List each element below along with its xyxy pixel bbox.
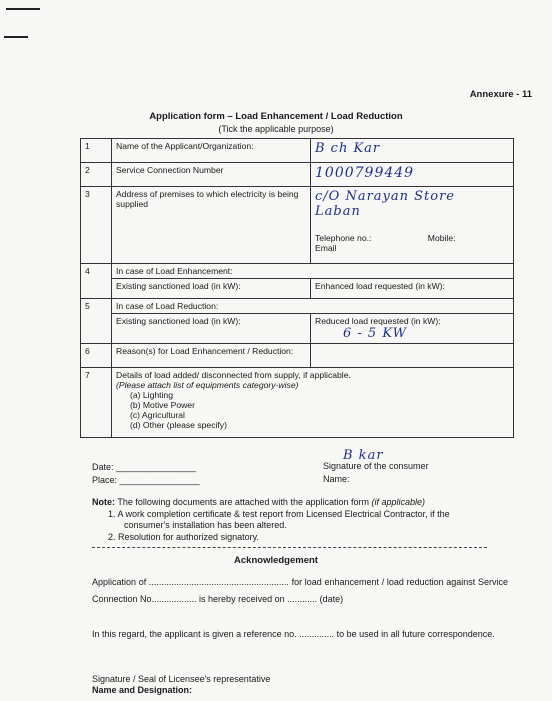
row-number: 7	[81, 368, 112, 438]
row-service-connection	[81, 163, 514, 187]
category-other: (d) Other (please specify)	[130, 420, 227, 430]
service-connection-field[interactable]	[311, 163, 514, 187]
contact-line	[315, 233, 509, 243]
category-motive-power: (b) Motive Power	[130, 400, 195, 410]
row-number: 3	[81, 187, 112, 264]
note-item-2: 2. Resolution for authorized signatory.	[108, 532, 259, 542]
row-number: 2	[81, 163, 112, 187]
place-field[interactable]: Place: ________________	[92, 475, 200, 485]
load-details-field[interactable]	[112, 368, 514, 438]
row-number: 6	[81, 344, 112, 368]
row-load-enhancement	[81, 264, 514, 279]
reduced-load-field[interactable]	[311, 314, 514, 344]
form-title: Application form – Load Enhancement / Load Reduction	[149, 111, 403, 122]
service-connection-label: Service Connection Number	[112, 163, 311, 187]
existing-load-reduction-label: Existing sanctioned load (in kW):	[112, 314, 311, 344]
note-item-1: 1. A work completion certificate & test report from Licensed Electrical Contractor, if the	[108, 509, 450, 519]
load-details-line2: (Please attach list of equipments category-wise)	[116, 380, 299, 390]
address-field[interactable]	[311, 187, 514, 264]
row-load-details	[81, 368, 514, 438]
address-value-line2: Laban	[315, 204, 361, 219]
licensee-signature-label: Signature / Seal of Licensee's representative	[92, 674, 271, 684]
acknowledgement-title: Acknowledgement	[234, 555, 318, 566]
row-applicant-name	[81, 139, 514, 163]
reduced-load-value: 6 - 5 KW	[343, 326, 407, 341]
name-designation-label: Name and Designation:	[92, 685, 193, 695]
row-reasons	[81, 344, 514, 368]
load-details-line1: Details of load added/ disconnected from supply, if applicable.	[116, 370, 351, 380]
annexure-label: Annexure - 11	[469, 89, 532, 100]
name-label: Name:	[323, 474, 350, 484]
scan-mark-top	[6, 8, 40, 10]
address-value-line1: c/O Narayan Store	[315, 189, 456, 204]
note-line	[92, 497, 425, 507]
mobile-label: Mobile:	[427, 233, 456, 243]
application-form-table	[80, 138, 514, 438]
enhanced-load-label: Enhanced load requested (in kW):	[315, 281, 445, 291]
applicant-name-label: Name of the Applicant/Organization:	[112, 139, 311, 163]
row-load-enhancement-values	[81, 279, 514, 299]
enhanced-load-field[interactable]	[311, 279, 514, 299]
row-number: 4	[81, 264, 112, 299]
email-label: Email	[315, 243, 337, 253]
row-load-reduction	[81, 299, 514, 314]
load-enhancement-heading: In case of Load Enhancement:	[112, 264, 514, 279]
row-number: 5	[81, 299, 112, 344]
service-connection-value: 1000799449	[315, 165, 415, 181]
note-item-1-cont: consumer's installation has been altered.	[124, 520, 287, 530]
row-address	[81, 187, 514, 264]
row-number: 1	[81, 139, 112, 163]
scan-mark-bottom	[4, 36, 28, 38]
form-subtitle: (Tick the applicable purpose)	[218, 124, 334, 134]
reasons-field[interactable]	[311, 344, 514, 368]
existing-load-enhancement-label: Existing sanctioned load (in kW):	[112, 279, 311, 299]
load-reduction-heading: In case of Load Reduction:	[112, 299, 514, 314]
acknowledgement-paragraph-2: In this regard, the applicant is given a reference no. .............. to be used in all future correspondence.	[92, 629, 495, 639]
row-load-reduction-values	[81, 314, 514, 344]
signature-label: Signature of the consumer	[323, 461, 429, 471]
note-text: The following documents are attached with the application form	[117, 497, 369, 507]
applicant-name-field[interactable]	[311, 139, 514, 163]
consumer-signature: B kar	[343, 448, 384, 463]
category-lighting: (a) Lighting	[130, 390, 173, 400]
reasons-label: Reason(s) for Load Enhancement / Reduction:	[112, 344, 311, 368]
date-field[interactable]: Date: ________________	[92, 462, 197, 472]
telephone-label: Telephone no.:	[315, 233, 372, 243]
category-agricultural: (c) Agricultural	[130, 410, 185, 420]
note-label: Note:	[92, 497, 115, 507]
acknowledgement-paragraph-1: Application of ........................................................ for load enhancement / load reduction against Service Connection No.................. is hereby received on ............ (date)	[92, 577, 508, 604]
reduced-load-label: Reduced load requested (in kW):	[315, 316, 441, 326]
address-label: Address of premises to which electricity is being supplied	[112, 187, 311, 264]
note-text-italic: (if applicable)	[371, 497, 426, 507]
applicant-name-value: B ch Kar	[315, 141, 381, 156]
divider	[92, 547, 487, 548]
